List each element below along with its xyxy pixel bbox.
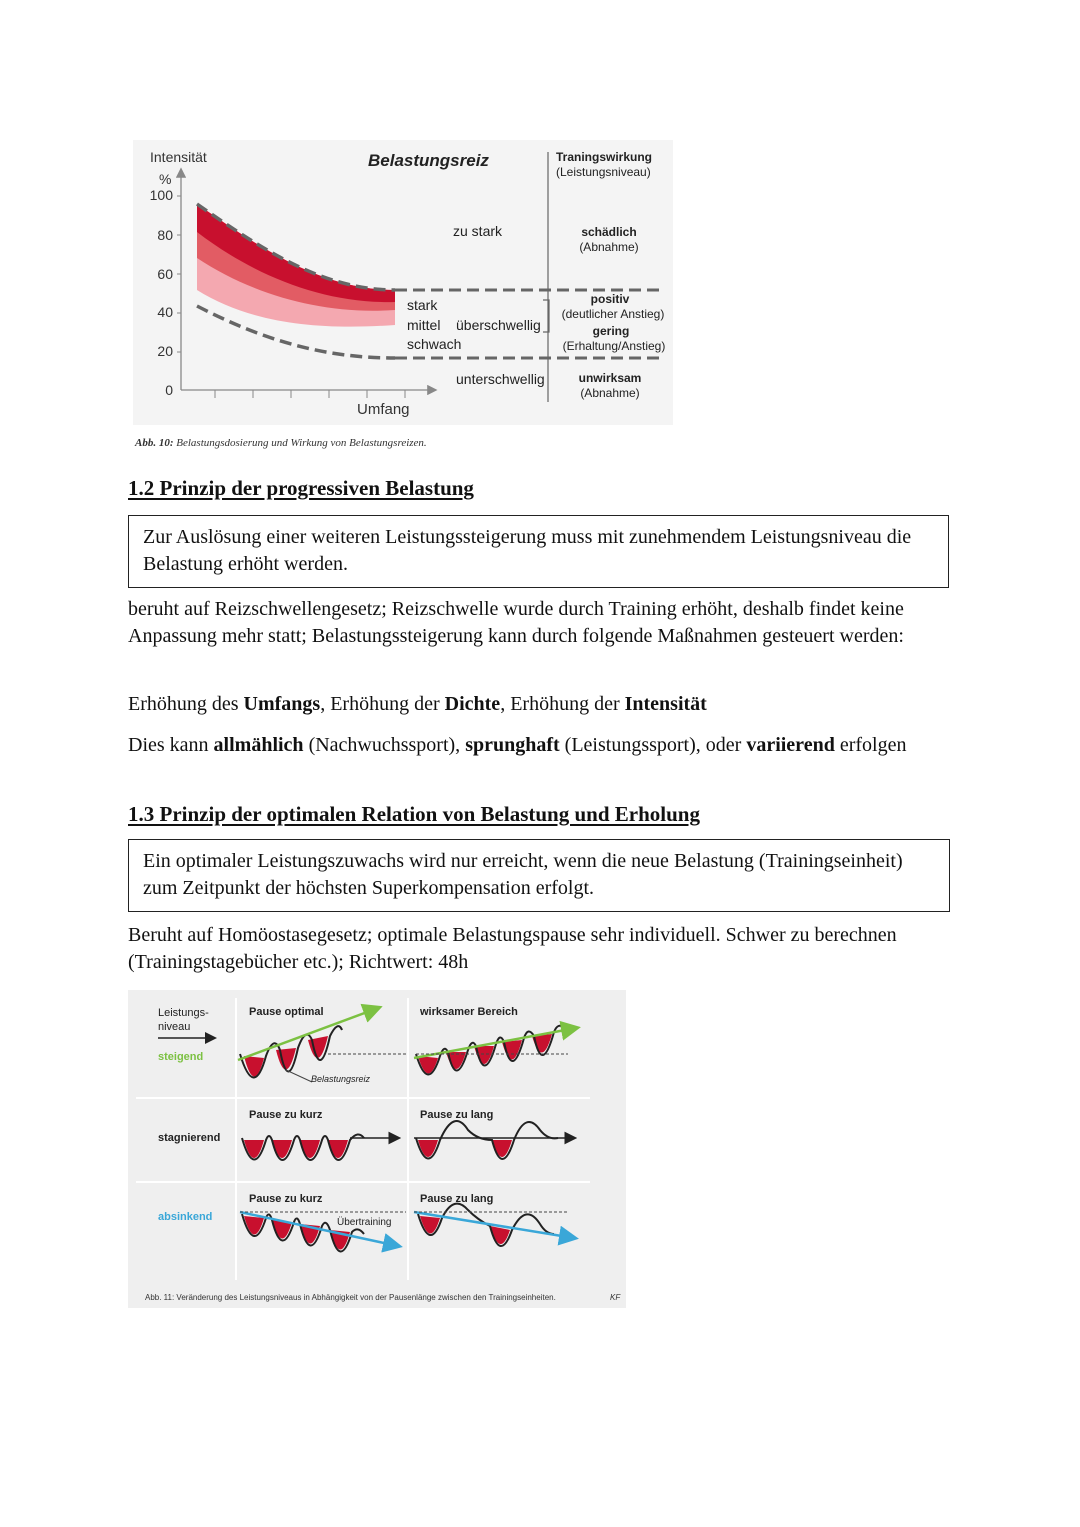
y-tick-80: 80: [157, 227, 173, 243]
effect-low: gering: [592, 324, 630, 338]
y-tick-60: 60: [157, 266, 173, 282]
row-label-rising: steigend: [158, 1051, 204, 1063]
panel-stagnating-short: [242, 1134, 398, 1160]
label-weak: schwach: [407, 336, 462, 352]
term-volume: Umfangs: [243, 693, 321, 715]
figure-caption-2: Abb. 11: Veränderung des Leistungsniveaus in Abhängigkeit von der Pausenlänge zwischen den Trainingseinheiten.: [145, 1293, 556, 1302]
caption-text-1: Belastungsdosierung und Wirkung von Belastungsreizen.: [176, 437, 427, 449]
label-below-threshold: unterschwellig: [456, 371, 545, 387]
term-varying: variierend: [746, 734, 835, 756]
label-pause-short-1: Pause zu kurz: [249, 1109, 323, 1121]
label-above-threshold: überschwellig: [456, 317, 541, 333]
panel-rising-effective: [414, 1026, 576, 1075]
label-pause-short-2: Pause zu kurz: [249, 1193, 323, 1205]
level-label-1: Leistungs-: [158, 1007, 209, 1019]
term-intensity: Intensität: [624, 693, 707, 715]
effect-harmful-sub: (Abnahme): [579, 240, 639, 254]
figure-tag: KF: [610, 1293, 621, 1302]
effect-harmful: schädlich: [581, 225, 637, 239]
label-pause-long-1: Pause zu lang: [420, 1109, 494, 1121]
paragraph-1-2-b: Erhöhung des Umfangs, Erhöhung der Dichte, Erhöhung der Intensität: [128, 693, 707, 715]
label-too-strong: zu stark: [453, 223, 503, 239]
y-axis-title: Intensität: [150, 149, 207, 165]
label-pause-optimal: Pause optimal: [249, 1006, 324, 1018]
panel-declining-short: [240, 1212, 406, 1252]
principle-box-1-2: Zur Auslösung einer weiteren Leistungssteigerung muss mit zunehmendem Leistungsniveau die Belastung erhöht werden.: [128, 515, 949, 588]
row-label-stagnating: stagnierend: [158, 1132, 221, 1144]
effect-header-sub: (Leistungsniveau): [556, 165, 651, 179]
y-tick-20: 20: [157, 343, 173, 359]
y-tick-40: 40: [157, 304, 173, 320]
paragraph-1-2-a: beruht auf Reizschwellengesetz; Reizschwelle wurde durch Training erhöht, deshalb findet keine Anpassung mehr statt; Belastungssteigerung kann durch folgende Maßnahmen gesteuert werden:: [128, 598, 904, 647]
figure-load-dosage: [133, 140, 673, 425]
panel-declining-long: [414, 1204, 574, 1246]
diagram-title: Belastungsreiz: [368, 151, 489, 170]
label-overtraining: Übertraining: [337, 1217, 392, 1228]
x-axis-label: Umfang: [357, 401, 410, 418]
y-tick-100: 100: [149, 187, 173, 203]
level-label-2: niveau: [158, 1021, 191, 1033]
section-heading-1-3: 1.3 Prinzip der optimalen Relation von Belastung und Erholung: [128, 802, 700, 826]
paragraph-1-3-a: Beruht auf Homöostasegesetz; optimale Belastungspause sehr individuell. Schwer zu berechnen (Trainingstagebücher etc.); Richtwert: 48h: [128, 924, 897, 973]
performance-level-diagram: [128, 990, 626, 1308]
label-stimulus: Belastungsreiz: [311, 1074, 371, 1084]
effect-positive-sub: (deutlicher Anstieg): [561, 307, 665, 321]
y-tick-0: 0: [165, 382, 173, 398]
label-pause-long-2: Pause zu lang: [420, 1193, 494, 1205]
figure-performance-level: [128, 990, 626, 1308]
load-dosage-diagram: [133, 140, 673, 425]
label-medium: mittel: [407, 317, 441, 333]
panel-rising-optimal: [238, 1008, 406, 1084]
y-axis-unit: %: [159, 171, 172, 187]
section-heading-1-2: 1.2 Prinzip der progressiven Belastung: [128, 476, 474, 500]
principle-box-1-3: Ein optimaler Leistungszuwachs wird nur erreicht, wenn die neue Belastung (Trainingseinheit) zum Zeitpunkt der höchsten Superkompensation erfolgt.: [128, 839, 950, 912]
caption-label-1: Abb. 10:: [135, 437, 174, 449]
term-abrupt: sprunghaft: [465, 734, 560, 756]
effect-header: Traningswirkung: [556, 150, 653, 164]
term-density: Dichte: [444, 693, 501, 715]
panel-stagnating-long: [414, 1121, 574, 1159]
label-effective-range: wirksamer Bereich: [420, 1006, 518, 1018]
effect-positive: positiv: [590, 292, 630, 306]
effect-low-sub: (Erhaltung/Anstieg): [562, 339, 666, 353]
effect-ineffective-sub: (Abnahme): [580, 386, 640, 400]
paragraph-1-2-c: Dies kann allmählich (Nachwuchssport), sprunghaft (Leistungssport), oder variierend erfolgen: [128, 734, 907, 756]
term-gradual: allmählich: [213, 734, 304, 756]
effect-ineffective: unwirksam: [578, 371, 642, 385]
figure-caption-1: [135, 437, 427, 449]
row-label-declining: absinkend: [158, 1211, 213, 1223]
label-strong: stark: [407, 297, 438, 313]
